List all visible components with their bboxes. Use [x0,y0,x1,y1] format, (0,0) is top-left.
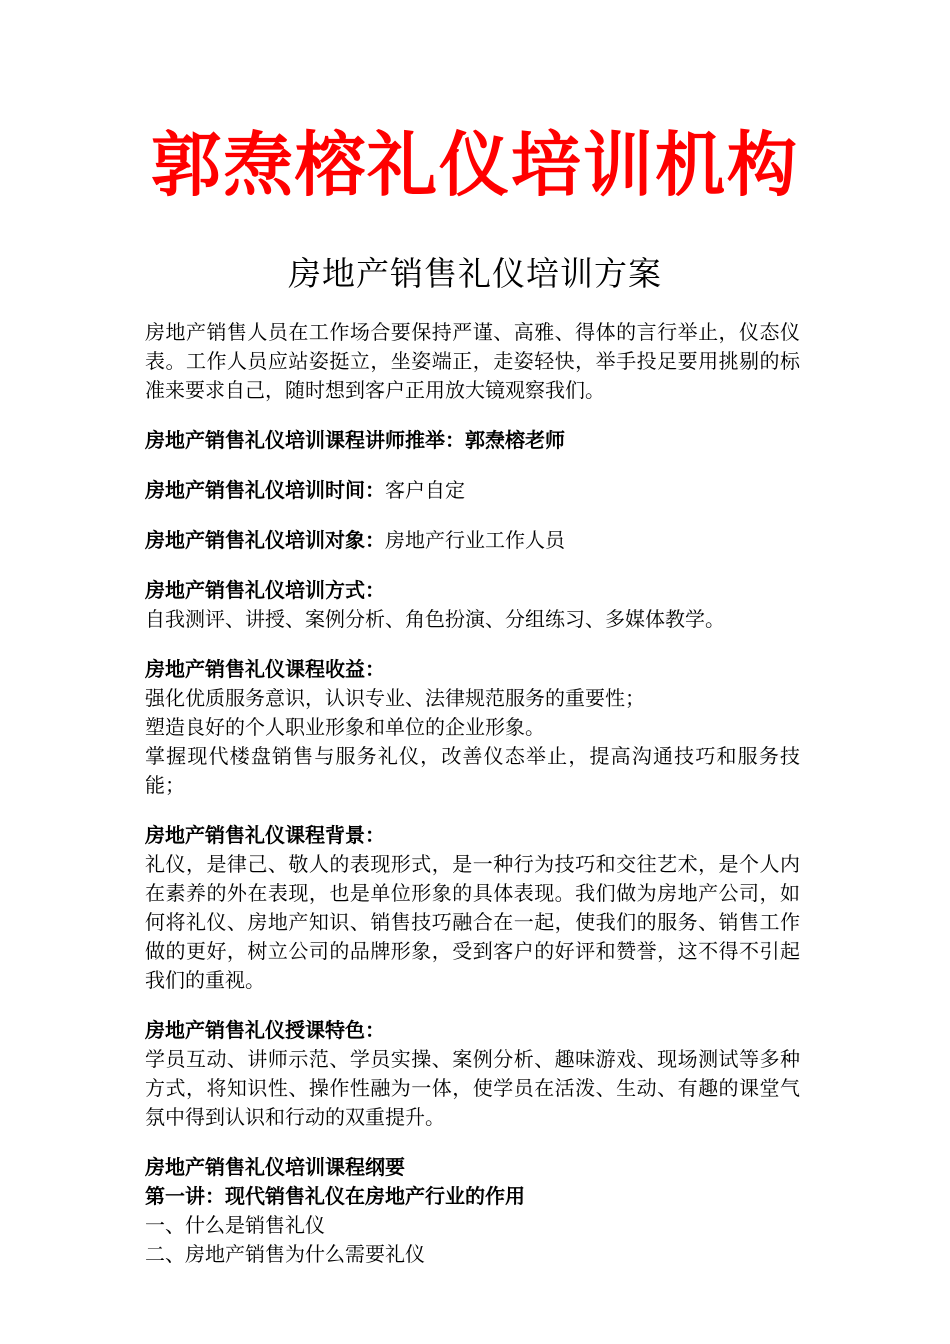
method-heading: 房地产销售礼仪培训方式： [145,578,385,602]
time-line [145,476,800,505]
outline-item: 二、房地产销售为什么需要礼仪 [145,1242,425,1266]
spacer [145,800,800,821]
intro-paragraph: 房地产销售人员在工作场合要保持严谨、高雅、得体的言行举止，仪态仪表。工作人员应站姿挺立，坐姿端正，走姿轻快，举手投足要用挑剔的标准来要求自己，随时想到客户正用放大镜观察我们。 [145,320,800,402]
background-heading: 房地产销售礼仪课程背景： [145,823,385,847]
benefit-item: 掌握现代楼盘销售与服务礼仪，改善仪态举止，提高沟通技巧和服务技能； [145,744,800,797]
spacer [145,555,800,576]
benefits-heading: 房地产销售礼仪课程收益： [145,657,385,681]
features-heading: 房地产销售礼仪授课特色： [145,1018,385,1042]
document-body [145,318,800,1269]
audience-label: 房地产销售礼仪培训对象： [145,528,385,552]
background-text: 礼仪，是律己、敬人的表现形式，是一种行为技巧和交往艺术，是个人内在素养的外在表现，也是单位形象的具体表现。我们做为房地产公司，如何将礼仪、房地产知识、销售技巧融合在一起，使我们的服务、销售工作做的更好，树立公司的品牌形象，受到客户的好评和赞誉，这不得不引起我们的重视。 [145,852,800,992]
spacer [145,405,800,426]
benefit-item: 强化优质服务意识，认识专业、法律规范服务的重要性； [145,686,645,710]
lecturer-line [145,426,800,455]
benefit-item: 塑造良好的个人职业形象和单位的企业形象。 [145,715,545,739]
features-text: 学员互动、讲师示范、学员实操、案例分析、趣味游戏、现场测试等多种方式，将知识性、操作性融为一体，使学员在活泼、生动、有趣的课堂气氛中得到认识和行动的双重提升。 [145,1047,800,1129]
doc-title: 房地产销售礼仪培训方案 [288,254,662,293]
lecture-1-title: 第一讲：现代销售礼仪在房地产行业的作用 [145,1184,525,1208]
outline-item: 一、什么是销售礼仪 [145,1213,325,1237]
lecturer-label: 房地产销售礼仪培训课程讲师推举： [145,428,465,452]
spacer [145,1132,800,1153]
spacer [145,455,800,476]
org-title: 郭焘榕礼仪培训机构 [151,124,799,206]
audience-value: 房地产行业工作人员 [385,528,565,552]
lecturer-value: 郭焘榕老师 [465,428,565,452]
method-text: 自我测评、讲授、案例分析、角色扮演、分组练习、多媒体教学。 [145,607,725,631]
spacer [145,505,800,526]
spacer [145,995,800,1016]
time-label: 房地产销售礼仪培训时间： [145,478,385,502]
spacer [145,634,800,655]
time-value: 客户自定 [385,478,465,502]
audience-line [145,526,800,555]
outline-heading: 房地产销售礼仪培训课程纲要 [145,1155,405,1179]
